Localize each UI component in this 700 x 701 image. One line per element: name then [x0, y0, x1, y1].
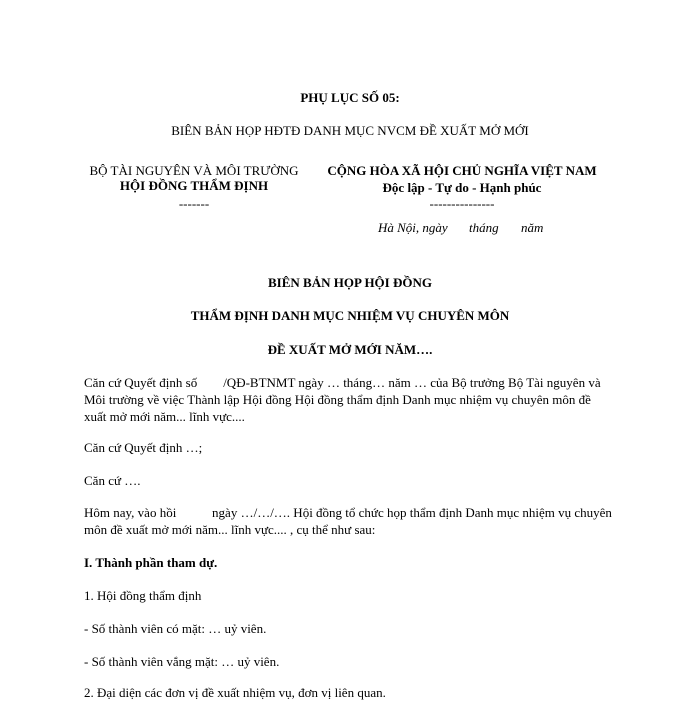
national-motto: Độc lập - Tự do - Hạnh phúc — [382, 180, 542, 195]
council-name: HỘI ĐỒNG THẨM ĐỊNH — [119, 178, 269, 193]
section-participants-heading: I. Thành phần tham dự. — [84, 555, 218, 570]
date-place: Hà Nội, ngày — [378, 220, 448, 235]
nation-name: CỘNG HÒA XÃ HỘI CHỦ NGHĨA VIỆT NAM — [327, 163, 597, 178]
item-council: 1. Hội đồng thẩm định — [84, 588, 202, 603]
basis-paragraph-1: Căn cứ Quyết định số /QĐ-BTNMT ngày … tháng… năm … của Bộ trưởng Bộ Tài nguyên và Môi trường về việc Thành lập Hội đồng Hội đồng thẩm định Danh mục nhiệm vụ chuyên môn đề xuất mở mới năm... lĩnh vực.... — [84, 375, 604, 424]
members-present: - Số thành viên có mặt: … uỷ viên. — [84, 621, 267, 636]
date-year: năm — [521, 220, 544, 235]
ministry-name: BỘ TÀI NGUYÊN VÀ MÔI TRƯỜNG — [89, 163, 299, 178]
basis-paragraph-3: Căn cứ …. — [84, 473, 141, 488]
item-representatives: 2. Đại diện các đơn vị đề xuất nhiệm vụ, đơn vị liên quan. — [84, 685, 386, 700]
basis-paragraph-2: Căn cứ Quyết định …; — [84, 440, 203, 455]
members-absent: - Số thành viên vắng mặt: … uỷ viên. — [84, 654, 280, 669]
appendix-title: PHỤ LỤC SỐ 05: — [300, 90, 400, 105]
meeting-paragraph: Hôm nay, vào hồi ngày …/…/…. Hội đồng tổ chức họp thẩm định Danh mục nhiệm vụ chuyên môn đề xuất mở mới năm... lĩnh vực.... , cụ thể như sau: — [84, 505, 616, 537]
doc-title-line2: THẨM ĐỊNH DANH MỤC NHIỆM VỤ CHUYÊN MÔN — [190, 308, 510, 323]
doc-title-line1: BIÊN BẢN HỌP HỘI ĐỒNG — [268, 275, 432, 290]
header-right-divider: --------------- — [429, 196, 495, 211]
doc-title-line3: ĐỀ XUẤT MỞ MỚI NĂM…. — [267, 342, 433, 357]
date-month: tháng — [469, 220, 499, 235]
header-left-divider: ------- — [178, 196, 210, 211]
appendix-subtitle: BIÊN BẢN HỌP HĐTĐ DANH MỤC NVCM ĐỀ XUẤT MỞ MỚI — [171, 123, 529, 138]
